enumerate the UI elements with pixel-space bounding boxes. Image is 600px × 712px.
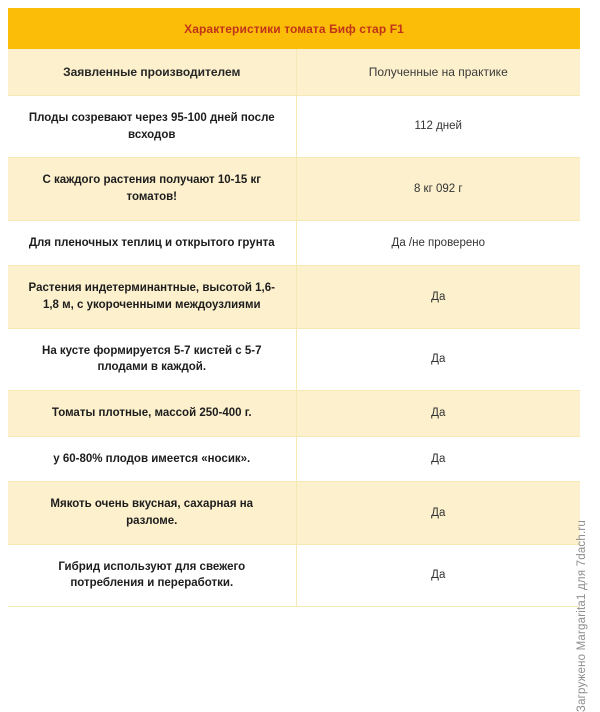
cell-claimed: Для пленочных теплиц и открытого грунта [8,220,296,266]
characteristics-table [8,8,580,607]
cell-claimed: Томаты плотные, массой 250-400 г. [8,391,296,437]
cell-actual: Да [296,544,580,606]
table-row [8,436,580,482]
table-row [8,96,580,158]
table-title-row [8,8,580,49]
table-row [8,544,580,606]
cell-actual: 112 дней [296,96,580,158]
watermark-text: Загружено Margarita1 для 7dach.ru [576,520,588,712]
table-body [8,8,580,607]
table-header-row [8,49,580,96]
characteristics-table-container [8,8,580,590]
table-row [8,328,580,390]
cell-claimed: С каждого растения получают 10-15 кг томатов! [8,158,296,220]
cell-actual: Да [296,436,580,482]
table-row [8,482,580,544]
table-row [8,158,580,220]
cell-actual: Да /не проверено [296,220,580,266]
cell-actual: Да [296,266,580,328]
cell-actual: Да [296,391,580,437]
table-row [8,391,580,437]
watermark [576,520,600,712]
table-row [8,266,580,328]
cell-claimed: Плоды созревают через 95-100 дней после всходов [8,96,296,158]
cell-claimed: На кусте формируется 5-7 кистей с 5-7 плодами в каждой. [8,328,296,390]
cell-claimed: Растения индетерминантные, высотой 1,6-1,8 м, с укороченными междоузлиями [8,266,296,328]
column-header-claimed: Заявленные производителем [8,49,296,96]
cell-actual: Да [296,328,580,390]
cell-actual: Да [296,482,580,544]
table-row [8,220,580,266]
cell-claimed: Гибрид используют для свежего потребления и переработки. [8,544,296,606]
cell-claimed: Мякоть очень вкусная, сахарная на разломе. [8,482,296,544]
cell-claimed: у 60-80% плодов имеется «носик». [8,436,296,482]
cell-actual: 8 кг 092 г [296,158,580,220]
table-title: Характеристики томата Биф стар F1 [8,8,580,49]
column-header-actual: Полученные на практике [296,49,580,96]
